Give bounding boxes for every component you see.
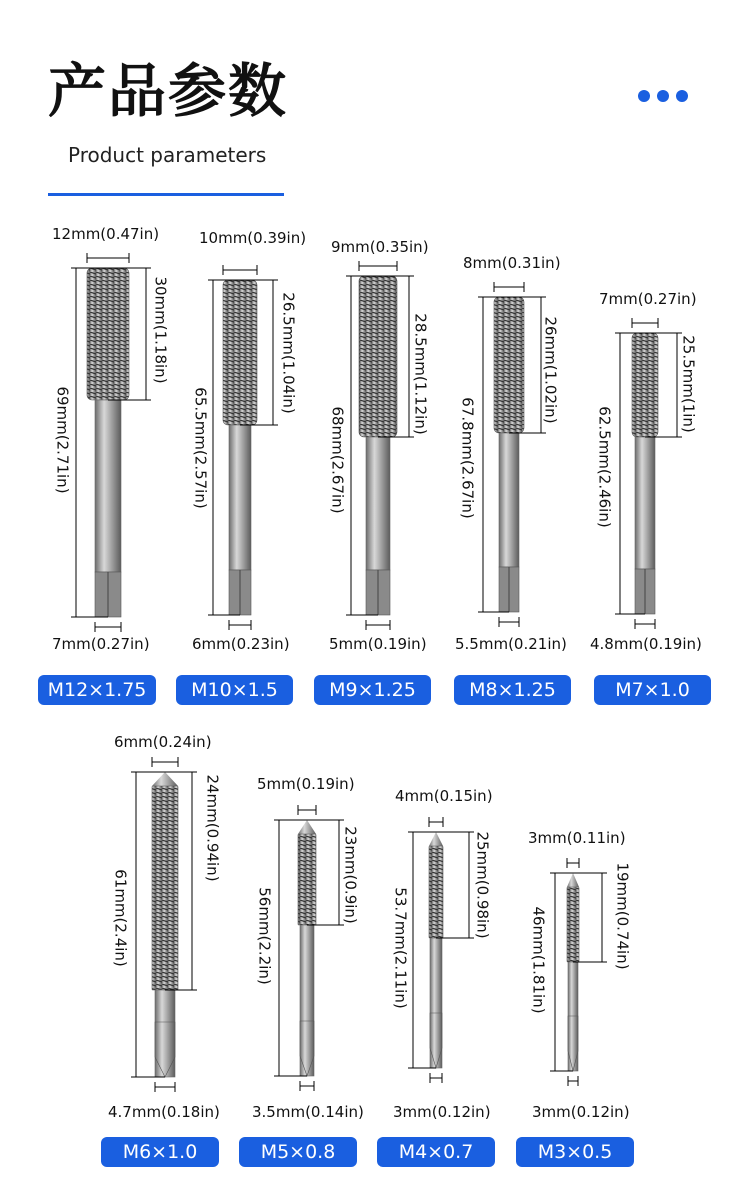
length-dim-m7: 62.5mm(2.46in) (595, 406, 614, 528)
thread-dim-m4: 25mm(0.98in) (473, 831, 492, 939)
tap-m7 (632, 333, 658, 614)
length-dim-m8: 67.8mm(2.67in) (458, 397, 477, 519)
thread-dim-m10: 26.5mm(1.04in) (279, 292, 298, 414)
top-dim-m8: 8mm(0.31in) (463, 254, 561, 272)
top-dim-m5: 5mm(0.19in) (257, 775, 355, 793)
model-badge-m5: M5×0.8 (239, 1137, 357, 1167)
top-dim-m7: 7mm(0.27in) (599, 290, 697, 308)
model-badge-m4: M4×0.7 (377, 1137, 495, 1167)
model-badge-m10: M10×1.5 (176, 675, 293, 705)
tap-m10 (223, 280, 257, 615)
shank-dim-m12: 7mm(0.27in) (52, 635, 150, 653)
tap-m8 (494, 297, 524, 612)
length-dim-m4: 53.7mm(2.11in) (391, 887, 410, 1009)
model-badge-m12: M12×1.75 (38, 675, 156, 705)
shank-dim-m9: 5mm(0.19in) (329, 635, 427, 653)
shank-dim-m7: 4.8mm(0.19in) (590, 635, 702, 653)
thread-dim-m9: 28.5mm(1.12in) (411, 313, 430, 435)
length-dim-m12: 69mm(2.71in) (53, 386, 72, 494)
top-dim-m9: 9mm(0.35in) (331, 238, 429, 256)
length-dim-m10: 65.5mm(2.57in) (191, 387, 210, 509)
thread-dim-m6: 24mm(0.94in) (203, 774, 222, 882)
top-dim-m6: 6mm(0.24in) (114, 733, 212, 751)
thread-dim-m5: 23mm(0.9in) (341, 826, 360, 924)
page-title: 产品参数 (48, 57, 289, 125)
top-dim-m10: 10mm(0.39in) (199, 229, 307, 247)
model-badge-m3: M3×0.5 (516, 1137, 634, 1167)
top-dim-m3: 3mm(0.11in) (528, 829, 626, 847)
tap-m9 (359, 276, 397, 615)
model-badge-m8: M8×1.25 (454, 675, 571, 705)
length-dim-m3: 46mm(1.81in) (529, 906, 548, 1014)
page-subtitle: Product parameters (68, 143, 267, 167)
tap-m5 (298, 820, 316, 1076)
shank-dim-m3: 3mm(0.12in) (532, 1103, 630, 1121)
model-badge-m7: M7×1.0 (594, 675, 711, 705)
thread-dim-m3: 19mm(0.74in) (613, 862, 632, 970)
model-badge-m6: M6×1.0 (101, 1137, 219, 1167)
tap-m4 (429, 832, 443, 1068)
tap-m3 (567, 873, 579, 1071)
shank-dim-m4: 3mm(0.12in) (393, 1103, 491, 1121)
tap-m6 (152, 772, 178, 1077)
thread-dim-m8: 26mm(1.02in) (541, 316, 560, 424)
length-dim-m5: 56mm(2.2in) (255, 887, 274, 985)
shank-dim-m5: 3.5mm(0.14in) (252, 1103, 364, 1121)
tap-m12 (87, 268, 129, 617)
top-dim-m12: 12mm(0.47in) (52, 225, 160, 243)
shank-dim-m8: 5.5mm(0.21in) (455, 635, 567, 653)
thread-dim-m12: 30mm(1.18in) (151, 276, 170, 384)
length-dim-m6: 61mm(2.4in) (111, 869, 130, 967)
top-dim-m4: 4mm(0.15in) (395, 787, 493, 805)
thread-dim-m7: 25.5mm(1in) (679, 335, 698, 433)
length-dim-m9: 68mm(2.67in) (328, 406, 347, 514)
shank-dim-m10: 6mm(0.23in) (192, 635, 290, 653)
model-badge-m9: M9×1.25 (314, 675, 431, 705)
shank-dim-m6: 4.7mm(0.18in) (108, 1103, 220, 1121)
